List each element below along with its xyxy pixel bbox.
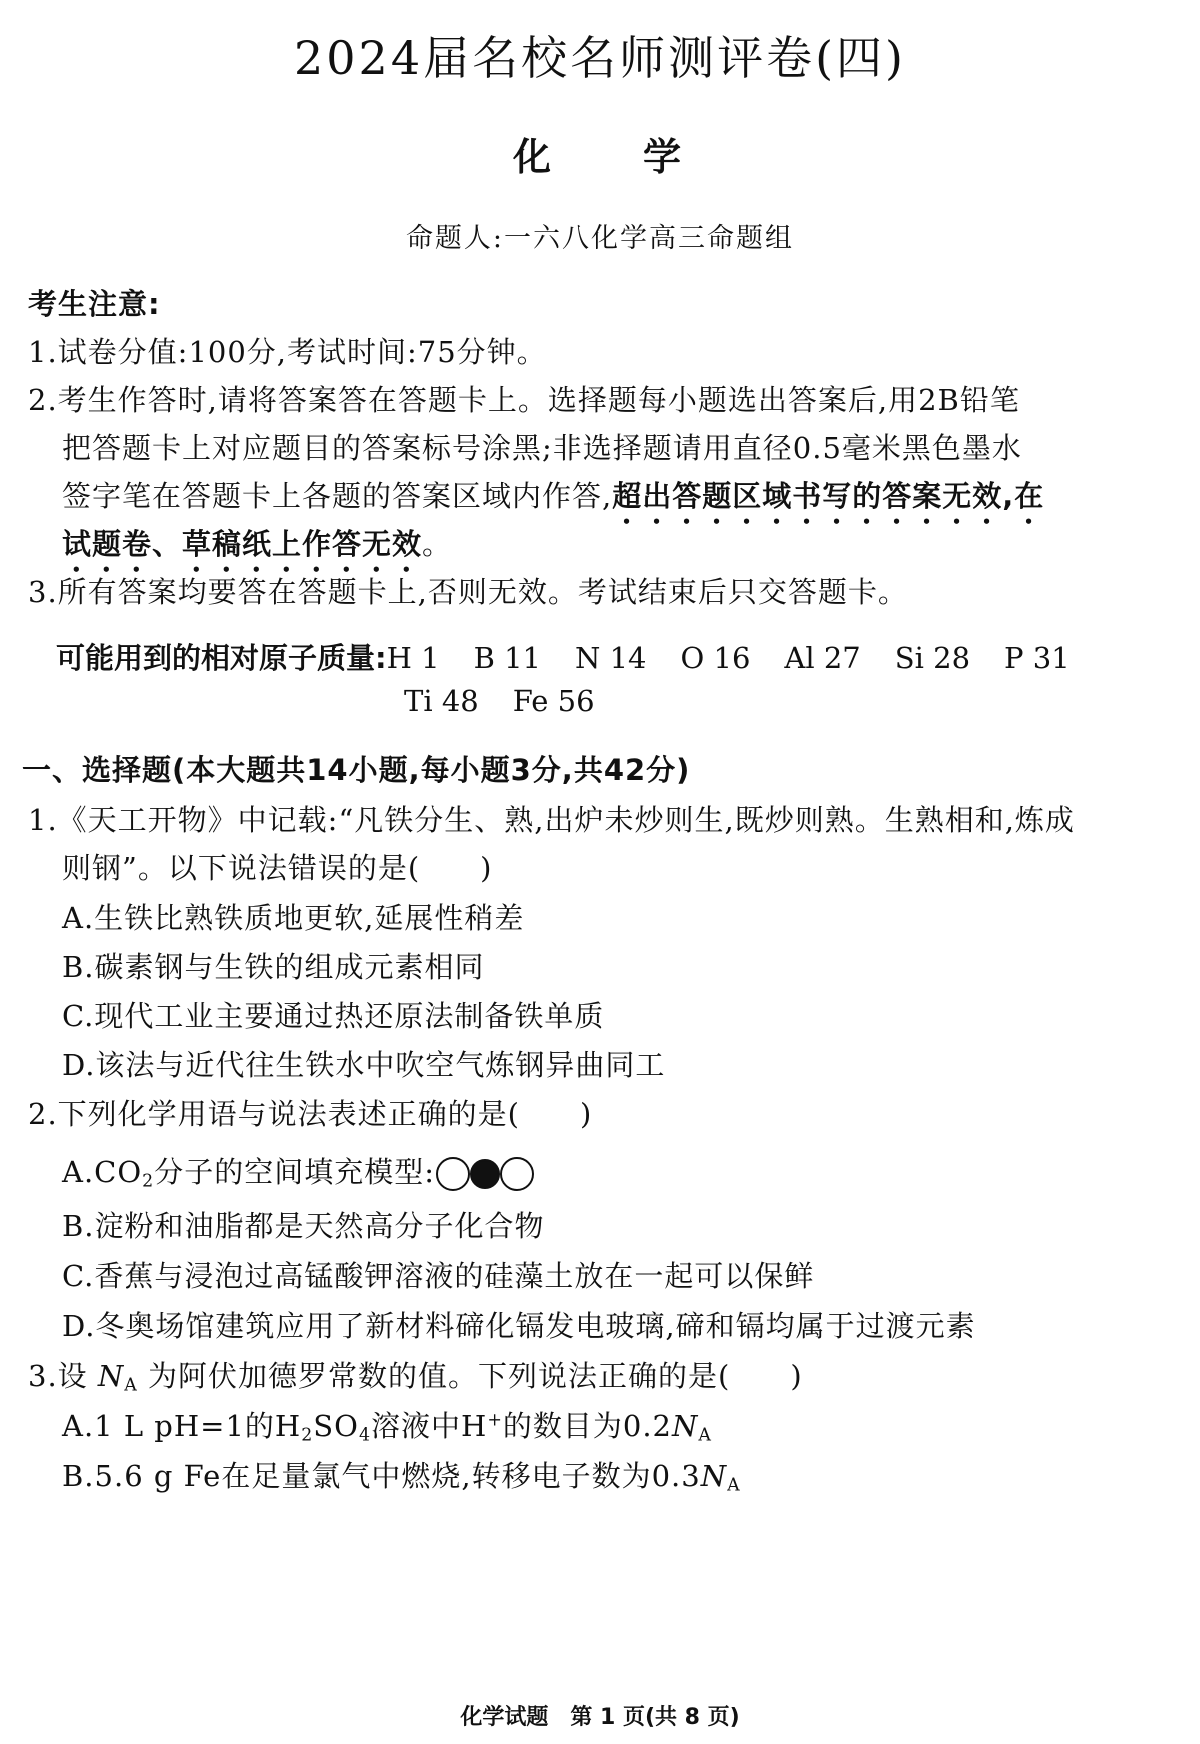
notice-emphasis-text: 超出答题区域书写的答案无效,在 [612,479,1045,513]
q3-option-a [62,1404,1174,1445]
q3-a-part-1: A.1 L pH=1的H [62,1409,302,1443]
q1-option-c: C.现代工业主要通过热还原法制备铁单质 [62,999,605,1033]
q3-na-sub: A [124,1375,138,1396]
q3-b-na: N [700,1459,728,1493]
notice-item-2-line-1: 2.考生作答时,请将答案答在答题卡上。选择题每小题选出答案后,用2B铅笔 [28,383,1020,417]
atomic-mass-label: 可能用到的相对原子质量: [56,641,387,675]
q1-option-d: D.该法与近代往生铁水中吹空气炼钢异曲同工 [62,1048,666,1082]
atomic-mass-row-2 [404,684,595,718]
q2-option-b: B.淀粉和油脂都是天然高分子化合物 [62,1209,545,1243]
notice-item-2-line-2: 把答题卡上对应题目的答案标号涂黑;非选择题请用直径0.5毫米黑色墨水 [62,431,1022,465]
notice-heading: 考生注意: [28,287,161,321]
mass-ti: Ti 48 [404,684,479,718]
q3-b-na-sub: A [727,1475,741,1496]
exam-title: 2024届名校名师测评卷(四) [294,31,906,85]
mass-h: H 1 [386,641,440,675]
q2-a-sub: 2 [142,1171,155,1192]
q3-stem-pre: 3.设 [28,1359,88,1393]
q3-stem-post: 为阿伏加德罗常数的值。下列说法正确的是( ) [148,1359,803,1393]
mass-o: O 16 [680,641,751,675]
q3-a-sub-2: 4 [358,1425,372,1446]
atomic-mass-row-1 [56,636,1070,677]
subject-char-2: 学 [642,134,687,179]
author-line: 命题人:一六八化学高三命题组 [405,223,795,254]
mass-al: Al 27 [784,641,861,675]
q3-a-sub-1: 2 [301,1425,314,1446]
q2-option-d: D.冬奥场馆建筑应用了新材料碲化镉发电玻璃,碲和镉均属于过渡元素 [62,1309,976,1343]
q2-a-text-2: 分子的空间填充模型: [154,1155,435,1189]
q3-a-sup: + [487,1410,503,1431]
q3-a-part-4: 的数目为0.2 [502,1409,673,1443]
q1-option-b: B.碳素钢与生铁的组成元素相同 [62,950,485,984]
mass-b: B 11 [473,641,542,675]
mass-p: P 31 [1004,641,1070,675]
q3-a-part-3: 溶液中H [371,1409,488,1443]
q2-a-text: A.CO [62,1155,143,1189]
notice-plain-text: 签字笔在答题卡上各题的答案区域内作答, [62,479,613,513]
notice-emphasis-text-2: 试题卷、草稿纸上作答无效 [62,527,423,561]
q3-na: N [97,1359,125,1393]
subject-char-1: 化 [512,134,557,179]
page-footer: 化学试题 第 1 页(共 8 页) [460,1705,740,1730]
q3-stem [28,1354,1174,1395]
subject-title [0,126,1200,181]
q3-option-b [62,1454,1174,1495]
notice-period: 。 [422,527,453,561]
q3-a-part-2: SO [313,1409,359,1443]
co2-space-filling-model-icon [435,1154,535,1194]
mass-fe: Fe 56 [512,684,595,718]
q1-stem-line-1: 1.《天工开物》中记载:“凡铁分生、熟,出炉未炒则生,既炒则熟。生熟相和,炼成 [28,803,1075,837]
mass-n: N 14 [575,641,647,675]
section-1-heading: 一、选择题(本大题共14小题,每小题3分,共42分) [22,753,691,787]
q3-a-na-sub: A [698,1425,712,1446]
q1-option-a: A.生铁比熟铁质地更软,延展性稍差 [62,901,525,935]
notice-item-3: 3.所有答案均要答在答题卡上,否则无效。考试结束后只交答题卡。 [28,575,908,609]
q2-stem: 2.下列化学用语与说法表述正确的是( ) [28,1097,593,1131]
mass-si: Si 28 [894,641,971,675]
q2-option-c: C.香蕉与浸泡过高锰酸钾溶液的硅藻土放在一起可以保鲜 [62,1259,815,1293]
q2-option-a [62,1150,1174,1194]
notice-item-1: 1.试卷分值:100分,考试时间:75分钟。 [28,335,547,369]
q1-stem-line-2: 则钢”。以下说法错误的是( ) [62,851,493,885]
q3-b-text: B.5.6 g Fe在足量氯气中燃烧,转移电子数为0.3 [62,1459,701,1493]
q3-a-na: N [672,1409,699,1443]
